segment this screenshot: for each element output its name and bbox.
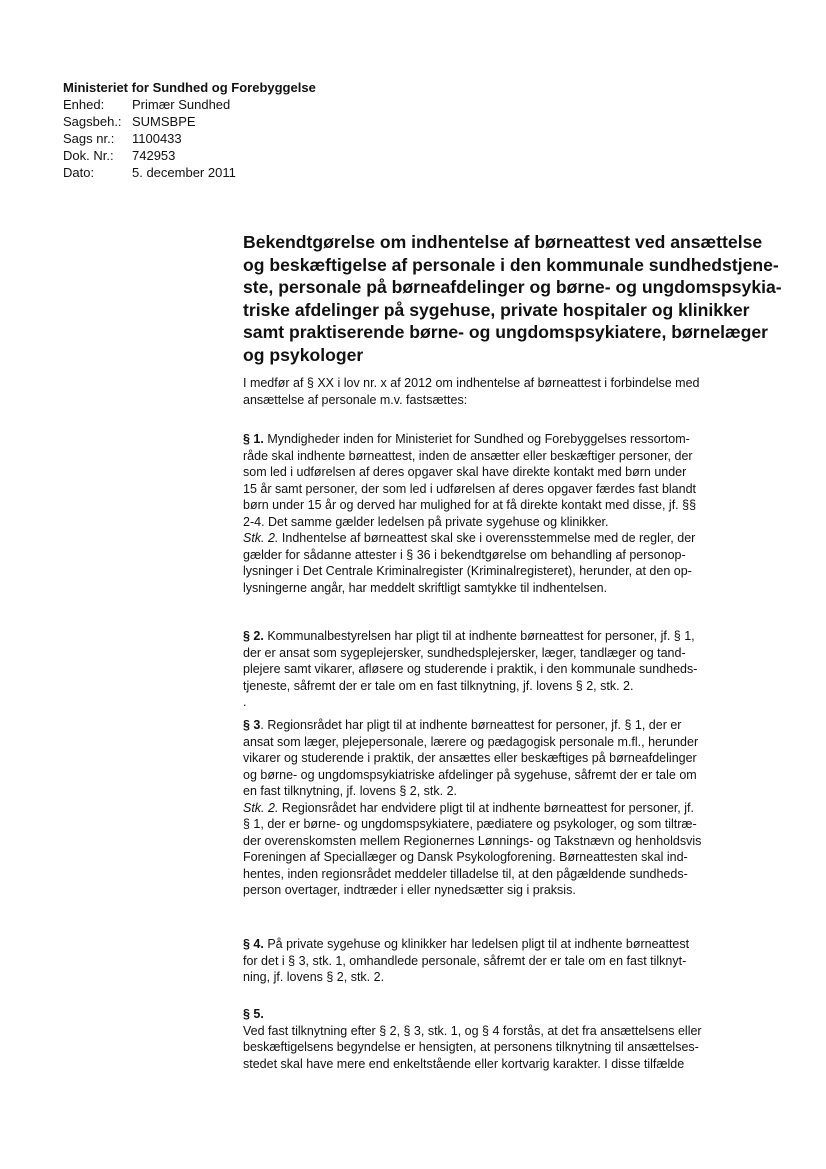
text-span: . Regionsrådet har pligt til at indhente børneattest for personer, jf. § 1, der er: [260, 718, 682, 732]
text-span: Kommunalbestyrelsen har pligt til at indhente børneattest for personer, jf. § 1,: [263, 629, 695, 643]
text-span: Indhentelse af børneattest skal ske i overensstemmelse med de regler, der: [278, 531, 696, 545]
text-line: lysninger i Det Centrale Kriminalregister (Kriminalregisteret), herunder, at den op-: [243, 564, 692, 578]
document-title: [243, 231, 782, 366]
meta-row-sagsbeh: [63, 113, 316, 130]
text-line: 15 år samt personer, der som led i udførelsen af deres opgaver færdes fast blandt: [243, 481, 697, 496]
section-heading: § 3: [243, 718, 261, 732]
text-line: hentes, inden regionsrådet meddeler tilladelse til, at den pågældende sundheds-: [243, 866, 688, 881]
title-line: ste, personale på børneafdelinger og børne- og ungdomspsykia-: [243, 277, 782, 297]
section-3: [243, 717, 773, 899]
text-line: der er ansat som sygeplejersker, sundhedsplejersker, læger, tandlæger og tand-: [243, 645, 686, 660]
meta-row-dato: [63, 164, 316, 181]
section-5: [243, 1006, 773, 1072]
title-line: samt praktiserende børne- og ungdomspsykiatere, børnelæger: [243, 322, 769, 342]
text-line: plejere samt vikarer, afløsere og studerende i praktik, i den kommunale sundheds-: [243, 662, 698, 676]
text-line: [243, 800, 773, 817]
meta-value: Primær Sundhed: [132, 97, 231, 112]
text-line: Ved fast tilknytning efter § 2, § 3, stk. 1, og § 4 forstås, at det fra ansættelsens eller: [243, 1023, 702, 1038]
text-line: for det i § 3, stk. 1, omhandlede personale, såfremt der er tale om en fast tilknyt-: [243, 953, 687, 968]
meta-value: 742953: [132, 148, 176, 163]
text-line: ansættelse af personale m.v. fastsættes:: [243, 392, 468, 407]
meta-label: Sags nr.:: [63, 131, 115, 146]
text-line: 2-4. Det samme gælder ledelsen på private sygehuse og klinikker.: [243, 514, 609, 529]
ministry-name: Ministeriet for Sundhed og Forebyggelse: [63, 80, 316, 95]
text-line: person overtager, indtræder i eller nynedsætter sig i praksis.: [243, 883, 576, 897]
title-line: og psykologer: [243, 344, 364, 365]
section-heading: § 2.: [243, 629, 264, 643]
text-line: [243, 530, 773, 547]
section-4: [243, 936, 773, 986]
section-1: [243, 431, 773, 596]
text-line: børn under 15 år og derved har mulighed for at få direkte kontakt med disse, jf. §§: [243, 498, 697, 512]
stk-label: Stk. 2.: [243, 800, 279, 815]
text-line: [243, 717, 773, 734]
text-line: [243, 936, 773, 953]
text-line: I medfør af § XX i lov nr. x af 2012 om indhentelse af børneattest i forbindelse med: [243, 376, 700, 390]
section-heading: § 4.: [243, 937, 264, 951]
meta-row-enhed: [63, 96, 316, 113]
meta-row-dok-nr: [63, 147, 316, 164]
text-line: lysningerne angår, har meddelt skriftligt samtykke til indhentelsen.: [243, 580, 608, 595]
meta-value: 5. december 2011: [132, 165, 236, 180]
meta-label: Dato:: [63, 165, 95, 180]
text-line: og børne- og ungdomspsykiatriske afdelinger på sygehuse, såfremt der er tale om: [243, 767, 697, 782]
intro-paragraph: [243, 375, 773, 408]
text-line: [243, 628, 773, 645]
section-heading: § 1.: [243, 432, 264, 446]
text-span: Myndigheder inden for Ministeriet for Sundhed og Forebyggelses ressortom-: [263, 432, 690, 446]
text-span: Regionsrådet har endvidere pligt til at indhente børneattest for personer, jf.: [278, 800, 694, 815]
text-line: der overenskomsten mellem Regionernes Lønnings- og Takstnævn og henholdsvis: [243, 833, 702, 848]
meta-label: Enhed:: [63, 97, 105, 112]
title-line: triske afdelinger på sygehuse, private hospitaler og klinikker: [243, 299, 750, 320]
title-line: Bekendtgørelse om indhentelse af børneattest ved ansættelse: [243, 232, 763, 252]
text-line: ning, jf. lovens § 2, stk. 2.: [243, 970, 385, 984]
text-line: vikarer og studerende i praktik, der ansættes eller beskæftiges på børneafdelinger: [243, 751, 697, 765]
text-line: stedet skal have mere end enkeltstående eller kortvarig karakter. I disse tilfælde: [243, 1056, 685, 1071]
section-2: [243, 628, 773, 711]
text-line: en fast tilknytning, jf. lovens § 2, stk. 2.: [243, 784, 457, 798]
text-line: gælder for sådanne attester i § 36 i bekendtgørelse om behandling af personop-: [243, 547, 686, 562]
meta-row-sags-nr: [63, 130, 316, 147]
text-span: På private sygehuse og klinikker har ledelsen pligt til at indhente børneattest: [263, 937, 690, 951]
text-line: råde skal indhente børneattest, inden de ansætter eller beskæftiger personer, der: [243, 448, 693, 463]
meta-label: Sagsbeh.:: [63, 114, 122, 129]
text-line: som led i udførelsen af deres opgaver skal have direkte kontakt med børn under: [243, 465, 687, 479]
title-line: og beskæftigelse af personale i den kommunale sundhedstjene-: [243, 254, 779, 275]
text-line: § 1, der er børne- og ungdomspsykiatere, pædiatere og psykologer, og som tiltræ-: [243, 817, 697, 831]
stray-dot: .: [243, 695, 247, 709]
section-heading: § 5.: [243, 1007, 264, 1021]
text-line: tjeneste, såfremt der er tale om en fast tilknytning, jf. lovens § 2, stk. 2.: [243, 678, 634, 693]
meta-value: SUMSBPE: [132, 114, 196, 129]
meta-value: 1100433: [132, 131, 182, 146]
meta-label: Dok. Nr.:: [63, 148, 114, 163]
text-line: beskæftigelsens begyndelse er hensigten, at personens tilknytning til ansættelses-: [243, 1040, 699, 1054]
stk-label: Stk. 2.: [243, 531, 279, 545]
text-line: Foreningen af Speciallæger og Dansk Psykologforening. Børneattesten skal ind-: [243, 850, 688, 864]
text-line: ansat som læger, plejepersonale, lærere og pædagogisk personale m.fl., herunder: [243, 734, 699, 749]
text-line: [243, 431, 773, 448]
document-header: [63, 79, 316, 181]
